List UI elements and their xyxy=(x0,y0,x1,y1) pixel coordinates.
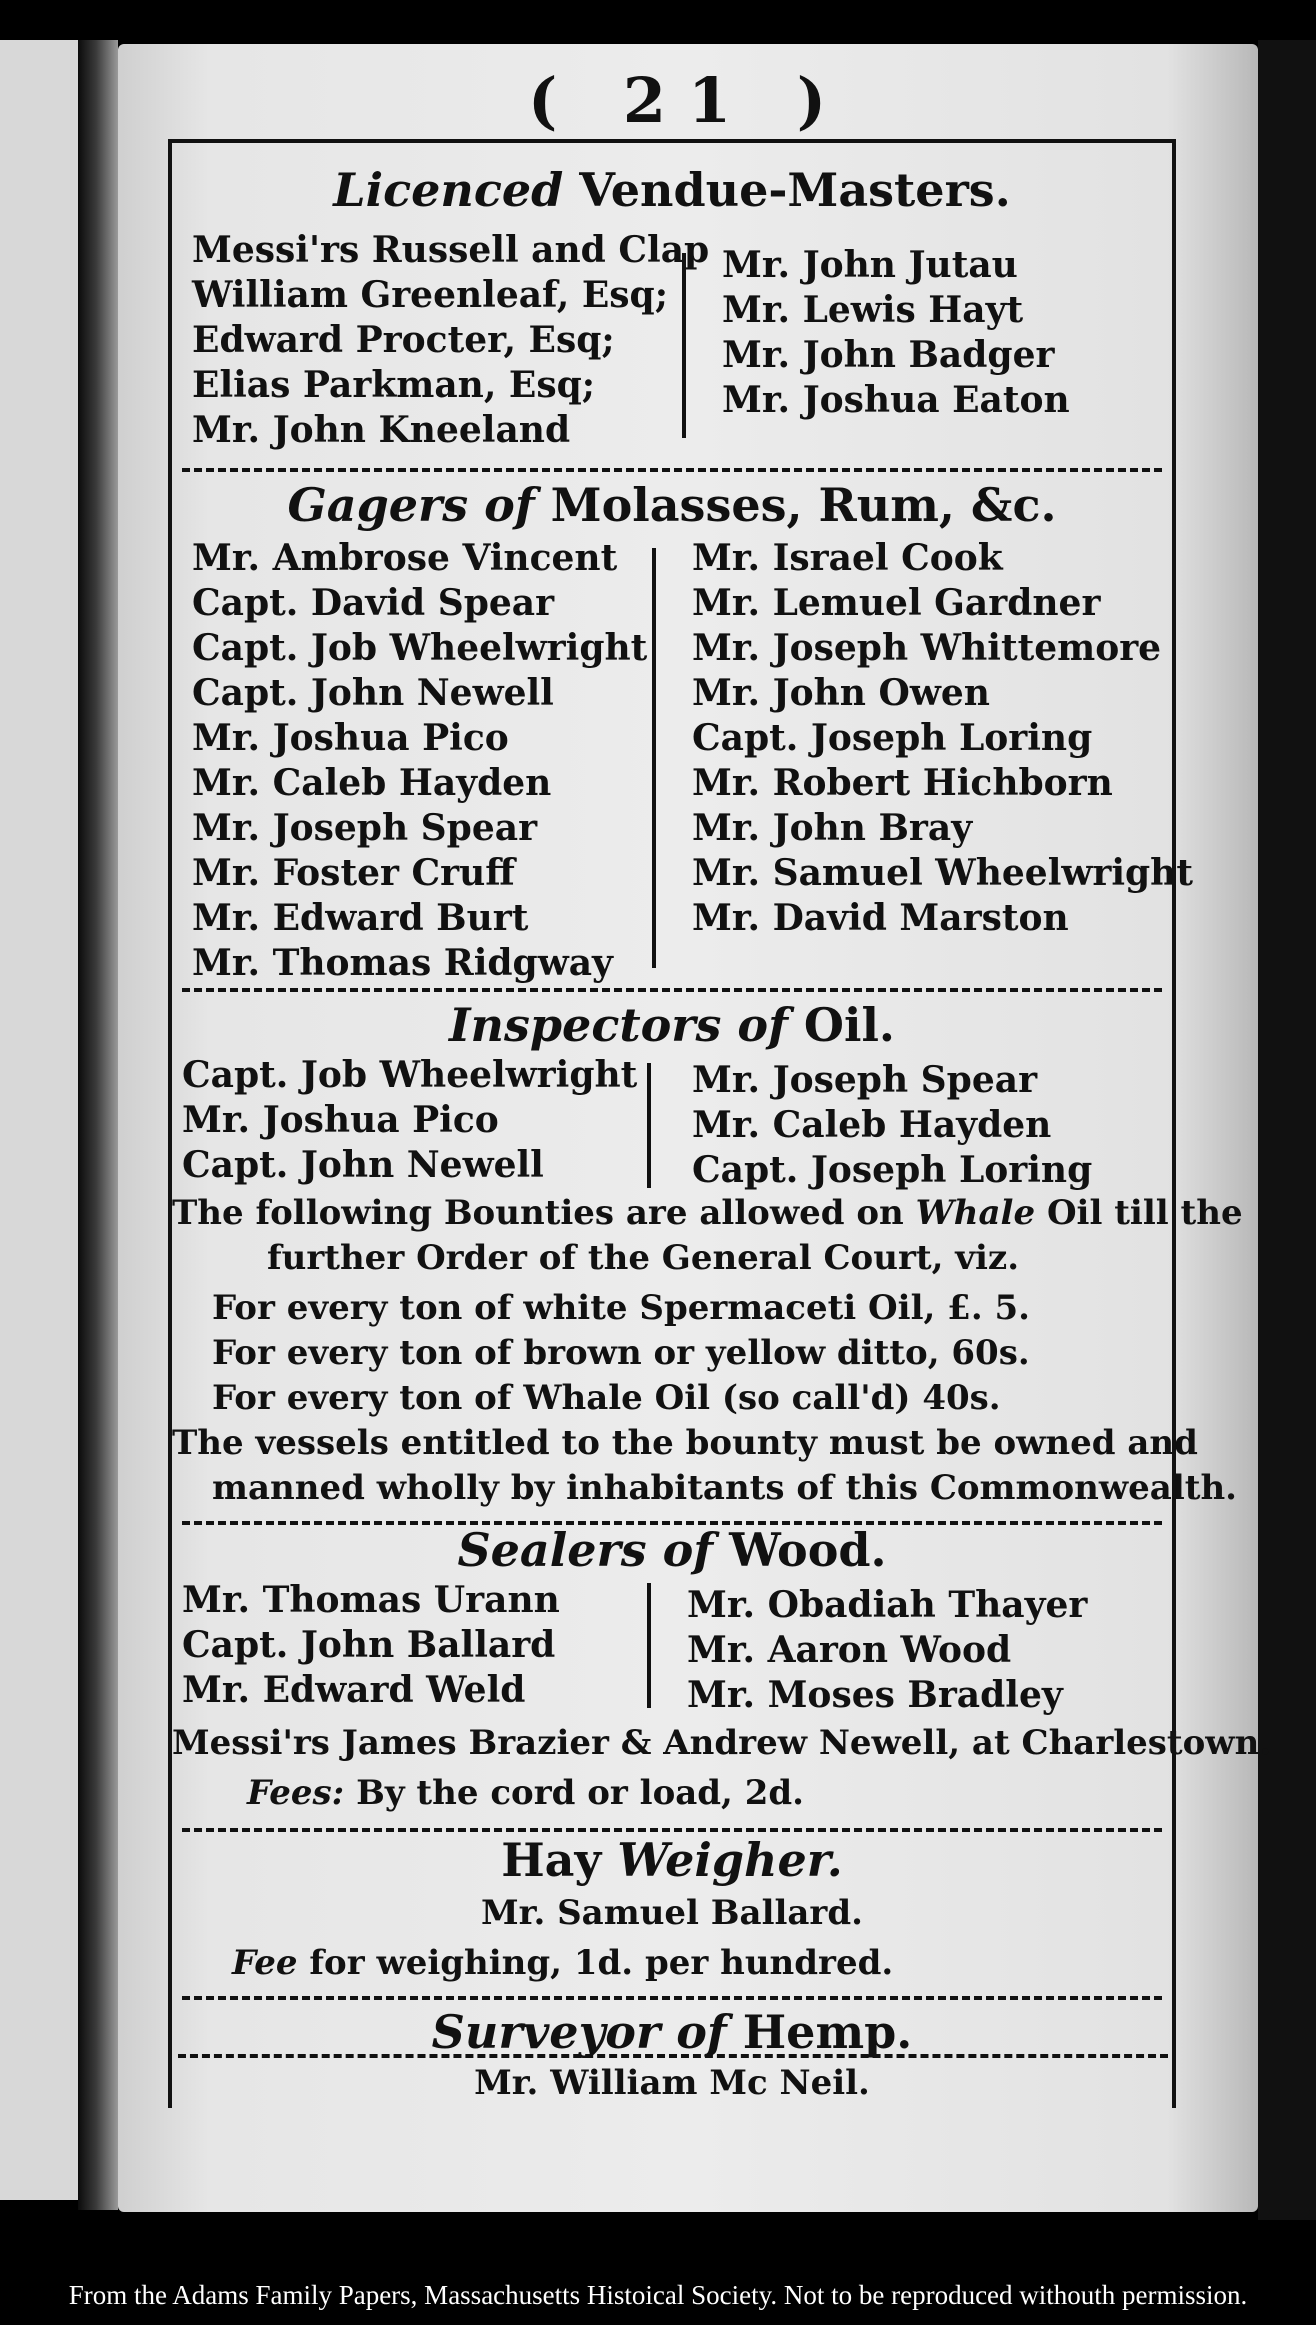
list-item: Mr. Thomas Urann xyxy=(182,1579,560,1621)
section-heading-surveyor: Surveyor of Hemp. xyxy=(431,2005,913,2059)
list-item: Mr. Joshua Pico xyxy=(192,717,509,759)
closing-rule xyxy=(178,2054,1168,2058)
list-item: Mr. John Owen xyxy=(692,672,990,714)
section-heading-sealers: Sealers of Wood. xyxy=(457,1523,887,1577)
bounty-line: The following Bounties are allowed on Whale Oil till the xyxy=(172,1193,1243,1233)
page-number: ( 21 ) xyxy=(527,64,849,137)
section-heading-inspectors: Inspectors of Oil. xyxy=(449,998,895,1052)
list-item: Mr. Joshua Pico xyxy=(182,1099,499,1141)
list-item: Mr. Foster Cruff xyxy=(192,852,515,894)
copyright-caption: From the Adams Family Papers, Massachusetts Histoical Society. Not to be reproduced withouth permission. xyxy=(68,2280,1248,2310)
bounty-line: manned wholly by inhabitants of this Commonwealth. xyxy=(212,1468,1238,1508)
list-item: Mr. Edward Weld xyxy=(182,1669,526,1711)
list-item: Capt. John Newell xyxy=(182,1144,544,1186)
list-item: William Greenleaf, Esq; xyxy=(192,274,668,316)
bounty-line: For every ton of white Spermaceti Oil, £. 5. xyxy=(212,1288,1031,1328)
list-item: Mr. Thomas Ridgway xyxy=(192,942,613,984)
section-rule xyxy=(182,1828,1162,1832)
sealers-fees-line: Fees: By the cord or load, 2d. xyxy=(247,1773,804,1813)
book-binding xyxy=(78,40,118,2210)
bounty-line: The vessels entitled to the bounty must be owned and xyxy=(172,1423,1198,1463)
section-rule xyxy=(182,468,1162,472)
list-item: Mr. Aaron Wood xyxy=(687,1629,1012,1671)
list-item: Edward Procter, Esq; xyxy=(192,319,615,361)
section-heading-vendue-masters: Licenced Vendue-Masters. xyxy=(333,163,1011,217)
section-rule xyxy=(182,988,1162,992)
gagers-right-column xyxy=(692,536,1193,941)
column-divider xyxy=(647,1583,651,1708)
list-item: Mr. Robert Hichborn xyxy=(692,762,1113,804)
sealers-extra-line: Messi'rs James Brazier & Andrew Newell, at Charlestown. xyxy=(172,1723,1272,1763)
page-shadow xyxy=(1258,40,1316,2220)
list-item: Mr. David Marston xyxy=(692,897,1069,939)
hay-weigher-fee: Fee for weighing, 1d. per hundred. xyxy=(232,1943,894,1983)
list-item: Capt. Job Wheelwright xyxy=(192,627,648,669)
list-item: Mr. Joseph Whittemore xyxy=(692,627,1162,669)
list-item: Mr. John Badger xyxy=(722,334,1055,376)
list-item: Mr. Moses Bradley xyxy=(687,1674,1063,1716)
vendue-masters-left-column xyxy=(192,228,709,453)
list-item: Mr. John Kneeland xyxy=(192,409,571,451)
list-item: Capt. David Spear xyxy=(192,582,555,624)
list-item: Mr. Edward Burt xyxy=(192,897,529,939)
sealers-right-column xyxy=(687,1583,1087,1718)
page-frame xyxy=(168,139,1272,2108)
list-item: Mr. John Bray xyxy=(692,807,973,849)
list-item: Capt. Joseph Loring xyxy=(692,717,1093,759)
list-item: Mr. Israel Cook xyxy=(692,537,1003,579)
list-item: Mr. Samuel Wheelwright xyxy=(692,852,1193,894)
list-item: Mr. Caleb Hayden xyxy=(692,1104,1052,1146)
column-divider xyxy=(682,253,686,438)
list-item: Capt. Joseph Loring xyxy=(692,1149,1093,1191)
section-heading-hay-weigher: Hay Weigher. xyxy=(501,1833,843,1887)
hay-weigher-name: Mr. Samuel Ballard. xyxy=(481,1893,863,1933)
list-item: Mr. Ambrose Vincent xyxy=(192,537,618,579)
list-item: Mr. Lemuel Gardner xyxy=(692,582,1101,624)
list-item: Capt. John Ballard xyxy=(182,1624,556,1666)
list-item: Mr. Joseph Spear xyxy=(692,1059,1038,1101)
list-item: Capt. John Newell xyxy=(192,672,554,714)
section-heading-gagers: Gagers of Molasses, Rum, &c. xyxy=(287,478,1057,532)
list-item: Mr. Joshua Eaton xyxy=(722,379,1070,421)
sealers-left-column xyxy=(182,1578,560,1713)
facing-page-edge xyxy=(0,40,78,2200)
list-item: Mr. John Jutau xyxy=(722,244,1018,286)
gagers-left-column xyxy=(192,536,647,986)
list-item: Elias Parkman, Esq; xyxy=(192,364,596,406)
inspectors-left-column xyxy=(182,1053,637,1188)
list-item: Capt. Job Wheelwright xyxy=(182,1054,638,1096)
list-item: Mr. Joseph Spear xyxy=(192,807,538,849)
list-item: Mr. Obadiah Thayer xyxy=(687,1584,1088,1626)
section-rule xyxy=(182,1996,1162,2000)
list-item: Messi'rs Russell and Clap xyxy=(192,229,710,271)
vendue-masters-right-column xyxy=(722,243,1070,423)
document-page xyxy=(118,44,1272,2212)
bounty-line: For every ton of brown or yellow ditto, 60s. xyxy=(212,1333,1030,1373)
list-item: Mr. Lewis Hayt xyxy=(722,289,1024,331)
column-divider xyxy=(652,548,656,968)
column-divider xyxy=(647,1063,651,1188)
inspectors-right-column xyxy=(692,1058,1092,1193)
bounty-line: For every ton of Whale Oil (so call'd) 40s. xyxy=(212,1378,1001,1418)
surveyor-name: Mr. William Mc Neil. xyxy=(474,2063,870,2103)
bounty-line: further Order of the General Court, viz. xyxy=(267,1238,1020,1278)
list-item: Mr. Caleb Hayden xyxy=(192,762,552,804)
